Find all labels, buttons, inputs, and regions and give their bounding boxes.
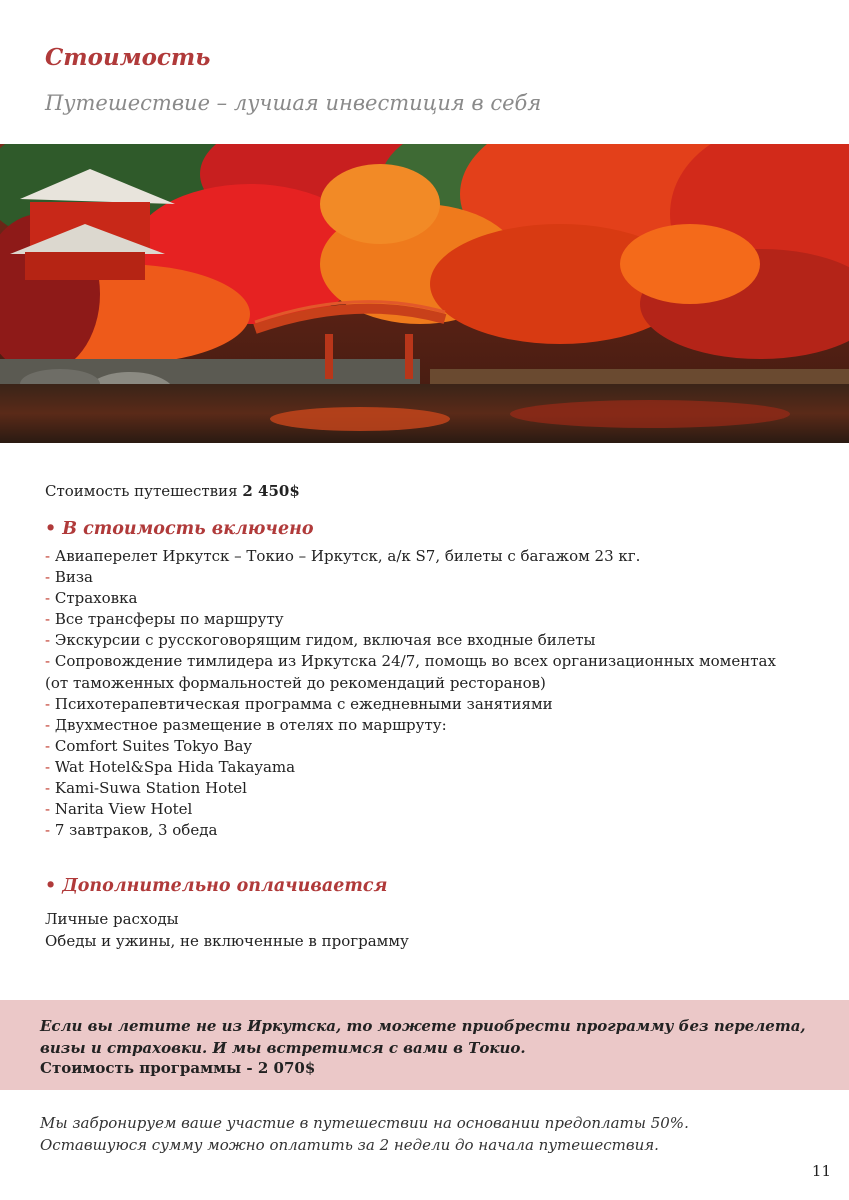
list-item-text: Kami-Suwa Station Hotel — [54, 779, 247, 798]
dash-marker: - — [45, 610, 51, 629]
dash-marker: - — [45, 589, 51, 608]
list-item-text: Все трансферы по маршруту — [54, 610, 284, 629]
list-item — [45, 715, 825, 736]
info-band-price: Стоимость программы - 2 070$ — [40, 1059, 316, 1077]
dash-marker: - — [45, 736, 51, 755]
dash-marker: - — [45, 568, 51, 587]
extra-heading-text: Дополнительно оплачивается — [62, 876, 388, 896]
dash-marker: - — [45, 652, 51, 671]
trip-price-value: 2 450$ — [242, 482, 300, 500]
dash-marker: - — [45, 715, 51, 734]
dash-marker: - — [45, 800, 51, 819]
dash-marker: - — [45, 547, 51, 565]
included-heading — [45, 519, 314, 539]
bullet-icon: • — [45, 876, 57, 896]
booking-note-line: Мы забронируем ваше участие в путешествии на основании предоплаты 50%. — [40, 1114, 689, 1132]
bullet-icon: • — [45, 519, 57, 539]
info-band-text: Если вы летите не из Иркутска, то можете приобрести программу без перелета, визы и страховки. И мы встретимся с вами в Токио. — [40, 1017, 806, 1057]
list-item-text: 7 завтраков, 3 обеда — [54, 821, 218, 840]
extra-list — [45, 909, 409, 952]
list-item-text: Психотерапевтическая программа с ежедневными занятиями — [54, 694, 553, 713]
list-item: Личные расходы — [45, 910, 179, 928]
list-item — [45, 778, 825, 799]
trip-price — [45, 482, 300, 500]
hero-image-autumn-garden — [0, 144, 849, 443]
list-item — [45, 546, 825, 567]
list-item — [45, 694, 825, 715]
extra-heading — [45, 876, 387, 896]
page-number: 11 — [811, 1162, 831, 1180]
dash-marker: - — [45, 631, 51, 650]
list-item-text: Comfort Suites Tokyo Bay — [54, 736, 252, 755]
list-item-text: Авиаперелет Иркутск – Токио – Иркутск, а/к S7, билеты с багажом 23 кг. — [54, 547, 641, 565]
list-item-text: Narita View Hotel — [54, 800, 193, 819]
dash-marker: - — [45, 757, 51, 776]
list-item-text: Экскурсии с русскоговорящим гидом, включая все входные билеты — [54, 631, 596, 650]
list-item — [45, 820, 825, 841]
list-item — [45, 567, 825, 588]
list-item-text: Двухместное размещение в отелях по маршруту: — [54, 715, 447, 734]
included-list — [45, 546, 825, 841]
list-item — [45, 588, 825, 609]
list-item — [45, 609, 825, 630]
list-item — [45, 630, 825, 651]
list-item — [45, 736, 825, 757]
included-heading-text: В стоимость включено — [62, 519, 314, 539]
booking-note — [40, 1113, 689, 1156]
list-item-text: Виза — [54, 568, 94, 587]
list-item-text: Wat Hotel&Spa Hida Takayama — [54, 757, 296, 776]
dash-marker: - — [45, 694, 51, 713]
page-title: Стоимость — [45, 44, 211, 71]
list-item-continuation — [45, 673, 825, 694]
list-item-text: Страховка — [54, 589, 138, 608]
page-subtitle: Путешествие – лучшая инвестиция в себя — [45, 91, 542, 115]
list-item — [45, 651, 825, 672]
list-item-text: (от таможенных формальностей до рекомендаций ресторанов) — [45, 673, 546, 692]
list-item — [45, 757, 825, 778]
list-item — [45, 799, 825, 820]
list-item: Обеды и ужины, не включенные в программу — [45, 931, 409, 950]
dash-marker: - — [45, 821, 51, 840]
booking-note-line: Оставшуюся сумму можно оплатить за 2 недели до начала путешествия. — [40, 1135, 659, 1154]
list-item-text: Сопровождение тимлидера из Иркутска 24/7, помощь во всех организационных моментах — [54, 652, 776, 671]
trip-price-label: Стоимость путешествия — [45, 482, 238, 500]
dash-marker: - — [45, 779, 51, 798]
